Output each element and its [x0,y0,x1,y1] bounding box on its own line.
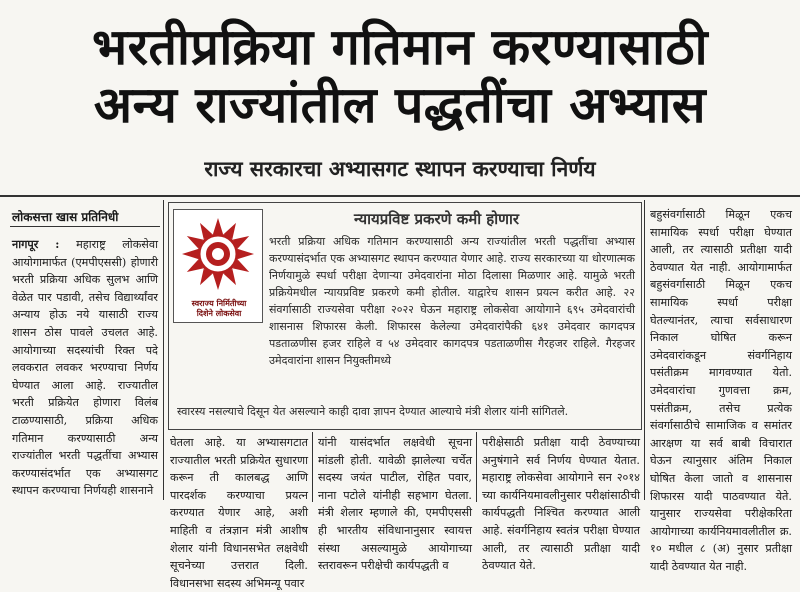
sidebar-box-title: न्यायप्रविष्ट प्रकरणे कमी होणार [354,210,520,228]
column-divider-right [644,200,645,500]
article-column-4: परीक्षेसाठी प्रतीक्षा यादी ठेवण्याच्या अनुषंगाने सर्व निर्णय घेण्यात येतात. महाराष्ट्र लोकसेवा आयोगाने सन २०१४ च्या कार्यनियमावलीनुसार परीक्षांसाठीची कार्यपद्धती निश्चित करण्यात आली आहे. संवर्गनिहाय स्वतंत्र परीक्षा घेण्यात आली, तर त्यासाठी प्रतीक्षा यादी ठेवण्यात येते. [482,436,640,573]
dateline: नागपूर : [12,237,60,251]
byline: लोकसत्ता खास प्रतिनिधी [12,210,119,224]
headline-line-2: अन्य राज्यांतील पद्धतींचा अभ्यास [93,76,707,134]
sidebar-box-text: भरती प्रक्रिया अधिक गतिमान करण्यासाठी अन्य राज्यांतील भरती पद्धतींचा अभ्यास करण्यासंदर्भात एक अभ्यासगट स्थापन करण्यात येणार आहे. राज्य सरकारच्या या धोरणात्मक निर्णयामुळे स्पर्धा परीक्षा देणाऱ्या उमेदवारांना मोठा दिलासा मिळणार आहे. यामुळे भरती प्रक्रियेमधील न्यायप्रविष्ट प्रकरणे कमी होतील. याद्वारेच शासन प्रयत्न करीत आहे. २२ संवर्गासाठी राज्यसेवा परीक्षा २०२२ घेऊन महाराष्ट्र लोकसेवा आयोगाने ६९५ उमेदवारांची शासनास शिफारस केली. शिफारस केलेल्या उमेदवारांपैकी ६४१ उमेदवार कागदपत्र पडताळणीस हजर राहिले व ५४ उमेदवार कागदपत्र पडताळणीस गैरहजर राहिले. गैरहजर उमेदवारांना शासन नियुक्तीमध्ये [269,235,635,367]
headline-line-1: भरतीप्रक्रिया गतिमान करण्यासाठी [91,18,709,76]
top-divider [0,195,800,197]
byline-underline [10,226,160,227]
mpsc-logo [173,209,263,323]
subheadline: राज्य सरकारचा अभ्यासगट स्थापन करण्याचा निर्णय [204,157,596,181]
logo-caption: स्वराज्य निर्मितीच्या दिशेने लोकसेवा [191,298,247,318]
column-divider-left [163,200,164,500]
sidebar-box [168,202,642,430]
article-column-1 [12,236,158,508]
article-column-2: घेतला आहे. या अभ्यासगटात राज्यातील भरती प्रक्रियेत सुधारणा करून ती कालबद्ध आणि पारदर्शक करण्याचा प्रयत्न करण्यात येणार आहे, अशी माहिती व तंत्रज्ञान मंत्री आशीष शेलार यांनी विधानसभेत लक्षवेधी सूचनेच्या उत्तरात दिली. विधानसभा सदस्य अभिमन्यू पवार [170,436,308,590]
headline [0,18,800,134]
column-1-text: महाराष्ट्र लोकसेवा आयोगामार्फत (एमपीएससी) होणारी भरती प्रक्रिया अधिक सुलभ आणि वेळेत पार पडावी, तसेच विद्यार्थ्यांवर अन्याय होऊ नये यासाठी राज्य शासन ठोस पावले उचलत आहे. आयोगाच्या सदस्यांची रिक्त पदे लवकरात लवकर भरण्याचा निर्णय घेण्यात आला आहे. राज्यातील भरती प्रक्रियेत होणारा विलंब टाळण्यासाठी, प्रक्रिया अधिक गतिमान करण्यासाठी अन्य राज्यांतील भरती पद्धतींचा अभ्यास करण्यासंदर्भात एक अभ्यासगट स्थापन करण्याचा निर्णयही शासनाने [12,238,158,498]
column-divider-2 [312,432,313,502]
emblem-icon [174,210,262,300]
column-divider-3 [476,432,477,502]
article-column-3: यांनी यासंदर्भात लक्षवेधी सूचना मांडली होती. यावेळी झालेल्या चर्चेत सदस्य जयंत पाटील, रोहित पवार, नाना पटोले यांनीही सहभाग घेतला. मंत्री शेलार म्हणाले की, एमपीएससी ही भारतीय संविधानानुसार स्वायत्त संस्था असल्यामुळे आयोगाच्या स्तरावरून परीक्षेची कार्यपद्धती व [318,436,472,573]
article-column-5: बहुसंवर्गासाठी मिळून एकच सामायिक स्पर्धा परीक्षा घेण्यात आली, तर त्यासाठी प्रतीक्षा यादी ठेवण्यात येत नाही. आयोगामार्फत बहुसंवर्गासाठी मिळून एकच सामायिक स्पर्धा परीक्षा घेतल्यानंतर, त्याचा सर्वसाधारण निकाल घोषित करून उमेदवारांकडून संवर्गनिहाय पसंतीक्रम मागवण्यात येतो. उमेदवारांचा गुणवत्ता क्रम, पसंतीक्रम, तसेच प्रत्येक संवर्गासाठीचे सामाजिक व समांतर आरक्षण या सर्व बाबी विचारात घेऊन त्यानुसार अंतिम निकाल घोषित केला जातो व शासनास शिफारस यादी पाठवण्यात येते. यानुसार राज्यसेवा परीक्षेकरिता आयोगाच्या कार्यनियमावलीतील क्र. १० मधील ८ (अ) नुसार प्रतीक्षा यादी ठेवण्यात येत नाही. [650,208,792,573]
sidebar-box-text-last: स्वारस्य नसल्याचे दिसून येत असल्याने काही दावा ज्ञापन देण्यात आल्याचे मंत्री शेलार यांनी सांगितले. [177,405,569,418]
